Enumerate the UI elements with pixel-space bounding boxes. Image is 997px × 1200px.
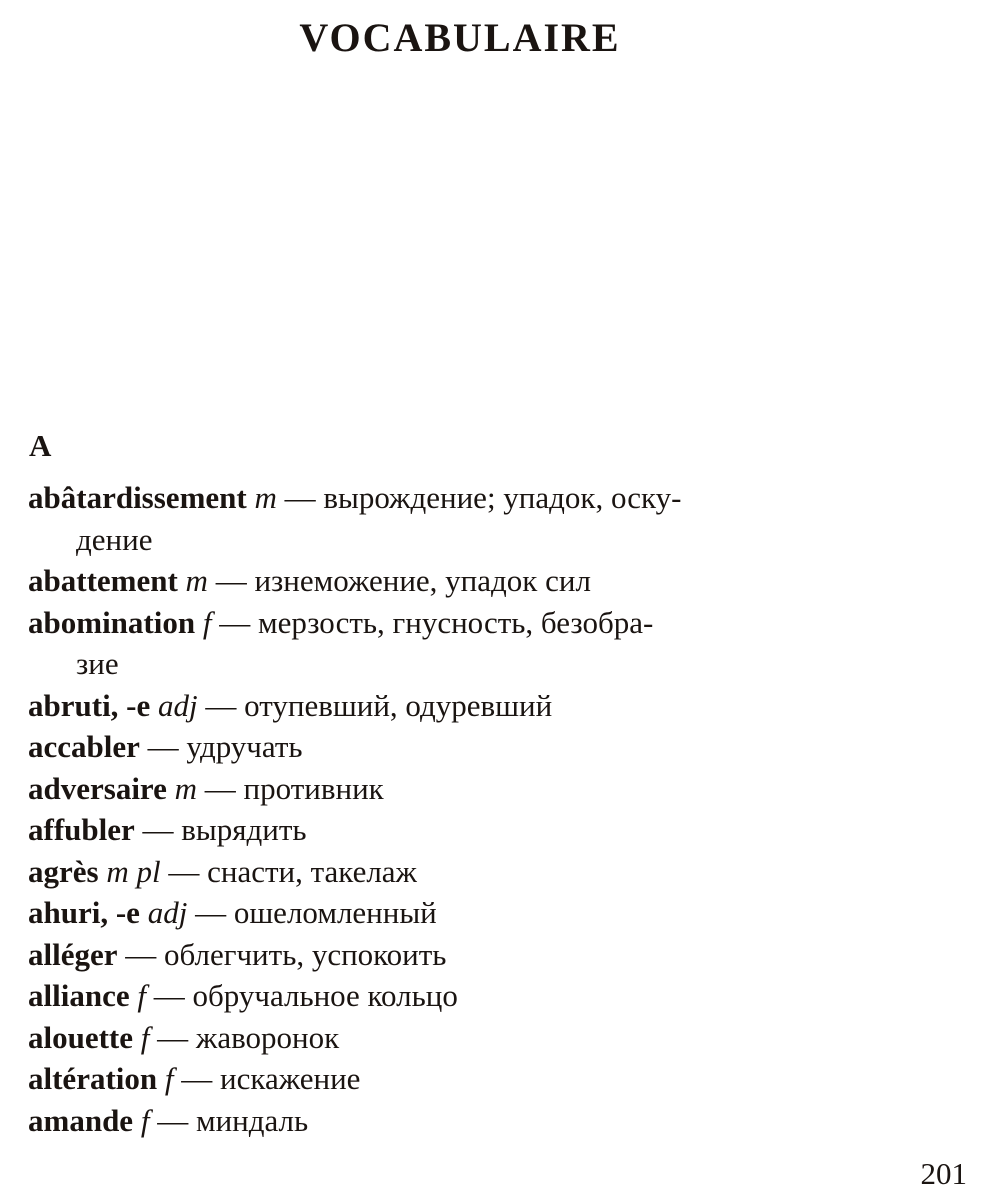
vocabulary-entry <box>28 726 928 768</box>
headword: alléger <box>28 936 118 972</box>
headword: adversaire <box>28 770 167 806</box>
grammar-label: f <box>140 1019 150 1055</box>
vocabulary-entry <box>28 602 928 685</box>
headword: agrès <box>28 853 99 889</box>
headword: alouette <box>28 1019 134 1055</box>
headword: affubler <box>28 812 135 847</box>
headword: altération <box>28 1061 158 1096</box>
grammar-label: m <box>174 770 198 806</box>
definition: — вырождение; упадок, оску- <box>276 480 682 515</box>
grammar-label: m <box>254 480 277 515</box>
grammar-label: adj <box>158 687 198 723</box>
headword: amande <box>28 1102 134 1138</box>
vocabulary-entry <box>28 1017 928 1059</box>
definition: — отупевший, одуревший <box>197 687 553 723</box>
vocabulary-entry <box>28 809 928 851</box>
headword: abruti, -e <box>28 687 151 723</box>
vocabulary-entry <box>28 560 928 602</box>
grammar-label: f <box>137 978 146 1013</box>
vocabulary-list <box>28 477 928 1141</box>
vocabulary-entry <box>28 892 928 934</box>
definition: — миндаль <box>149 1102 309 1138</box>
vocabulary-entry <box>28 477 928 560</box>
grammar-label: adj <box>147 895 188 930</box>
headword: ahuri, -e <box>28 895 140 930</box>
definition: — противник <box>197 770 384 806</box>
grammar-label: f <box>202 604 212 640</box>
vocabulary-entry <box>28 1058 928 1100</box>
grammar-label: m pl <box>106 853 161 889</box>
definition: — удручать <box>139 729 303 764</box>
definition: — жаворонок <box>149 1019 340 1055</box>
page-number: 201 <box>920 1156 967 1191</box>
definition: — искажение <box>173 1061 361 1096</box>
vocabulary-entry <box>28 685 928 727</box>
definition-continuation: зие <box>76 646 119 681</box>
definition: — снасти, такелаж <box>160 853 417 889</box>
headword: abattement <box>28 563 178 598</box>
vocabulary-entry <box>28 934 928 976</box>
definition: — изнеможение, упадок сил <box>207 563 591 598</box>
vocabulary-entry <box>28 1100 928 1142</box>
definition: — облегчить, успокоить <box>117 936 447 972</box>
page-title: VOCABULAIRE <box>299 15 621 60</box>
section-letter: A <box>29 428 52 463</box>
headword: accabler <box>28 729 140 764</box>
vocabulary-entry <box>28 851 928 893</box>
headword: abâtardissement <box>28 480 247 515</box>
vocabulary-entry <box>28 768 928 810</box>
definition: — мерзость, гнусность, безобра- <box>211 604 654 640</box>
definition-continuation: дение <box>76 521 153 557</box>
definition: — вырядить <box>134 812 307 847</box>
grammar-label: f <box>164 1061 174 1096</box>
headword: abomination <box>28 604 196 640</box>
vocabulary-entry <box>28 975 928 1017</box>
grammar-label: m <box>185 563 208 598</box>
grammar-label: f <box>140 1102 150 1138</box>
definition: — обручальное кольцо <box>145 978 458 1013</box>
headword: alliance <box>28 978 130 1013</box>
definition: — ошеломленный <box>187 895 437 930</box>
